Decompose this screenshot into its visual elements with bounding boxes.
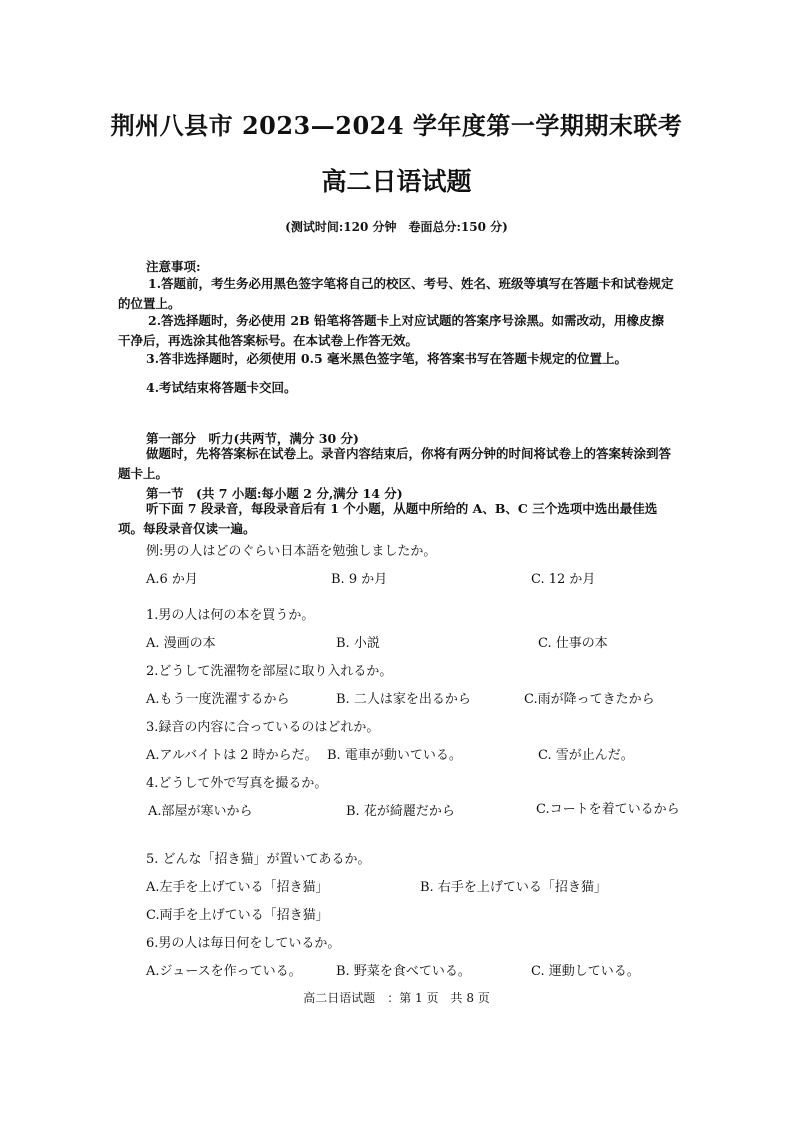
- q4-option-c: C.コートを着ているから: [536, 802, 680, 817]
- q6-option-c: C. 運動している。: [531, 964, 640, 979]
- q5-option-b: B. 右手を上げている「招き猫」: [420, 880, 607, 895]
- notice-item-2: 2.答选择题时，务必使用 2B 铅笔将答题卡上对应试题的答案序号涂黑。如需改动，用橡皮擦干净后，再选涂其他答案标号。在本试卷上作答无效。: [118, 313, 665, 348]
- q5-option-a: A.左手を上げている「招き猫」: [146, 880, 329, 895]
- q4-option-a: A.部屋が寒いから: [148, 804, 253, 819]
- notice-item-3: 3.答非选择题时，必须使用 0.5 毫米黑色签字笔，将答案书写在答题卡规定的位置上。: [146, 351, 628, 366]
- q2-option-b: B. 二人は家を出るから: [336, 692, 471, 707]
- example-option-a: A.6 か月: [146, 572, 198, 587]
- example-option-c: C. 12 か月: [531, 572, 596, 587]
- notice-heading: 注意事项:: [146, 259, 201, 274]
- q2-option-c: C.雨が降ってきたから: [524, 692, 655, 707]
- question-6: 6.男の人は毎日何をしているか。: [146, 936, 341, 951]
- q1-option-c: C. 仕事の本: [538, 636, 608, 651]
- page-title: 荆州八县市 2023—2024 学年度第一学期期末联考: [110, 111, 683, 140]
- notice-item-4: 4.考试结束将答题卡交回。: [146, 380, 297, 395]
- q1-option-a: A. 漫画の本: [146, 636, 216, 651]
- question-5: 5. どんな「招き猫」が置いてあるか。: [146, 852, 371, 867]
- q3-option-a: A.アルバイトは 2 時からだ。: [146, 748, 318, 763]
- notice-item-1: 1.答题前，考生务必用黑色签字笔将自己的校区、考号、姓名、班级等填写在答题卡和试卷规定的位置上。: [118, 276, 674, 311]
- question-4: 4.どうして外で写真を撮るか。: [146, 776, 328, 791]
- example-question: 例:男の人はどのぐらい日本語を勉強しましたか。: [146, 544, 437, 559]
- q5-option-c: C.両手を上げている「招き猫」: [146, 908, 329, 923]
- part1-heading: 第一部分 听力(共两节，满分 30 分): [146, 431, 359, 446]
- q3-option-c: C. 雪が止んだ。: [538, 748, 634, 763]
- part1-instruction: 做题时，先将答案标在试卷上。录音内容结束后，你将有两分钟的时间将试卷上的答案转涂到答题卡上。: [118, 446, 672, 481]
- question-2: 2.どうして洗濯物を部屋に取り入れるか。: [146, 664, 393, 679]
- page-footer: 高二日语试题 ：第 1 页 共 8 页: [303, 991, 490, 1005]
- q6-option-a: A.ジュースを作っている。: [146, 964, 302, 979]
- q3-option-b: B. 電車が動いている。: [327, 748, 462, 763]
- q6-option-b: B. 野菜を食べている。: [336, 964, 471, 979]
- q4-option-b: B. 花が綺麗だから: [346, 804, 455, 819]
- section1-instruction: 听下面 7 段录音，每段录音后有 1 个小题，从题中所给的 A、B、C 三个选项中选出最佳选项。每段录音仅读一遍。: [118, 501, 658, 536]
- page-subtitle: 高二日语试题: [321, 167, 472, 196]
- q2-option-a: A.もう一度洗濯するから: [146, 692, 290, 707]
- exam-meta: (测试时间:120 分钟 卷面总分:150 分): [285, 220, 508, 234]
- question-1: 1.男の人は何の本を買うか。: [146, 608, 315, 623]
- section1-heading: 第一节 (共 7 小题:每小题 2 分,满分 14 分): [146, 486, 403, 501]
- example-option-b: B. 9 か月: [331, 572, 388, 587]
- question-3: 3.録音の内容に合っているのはどれか。: [146, 720, 380, 735]
- q1-option-b: B. 小説: [336, 636, 380, 651]
